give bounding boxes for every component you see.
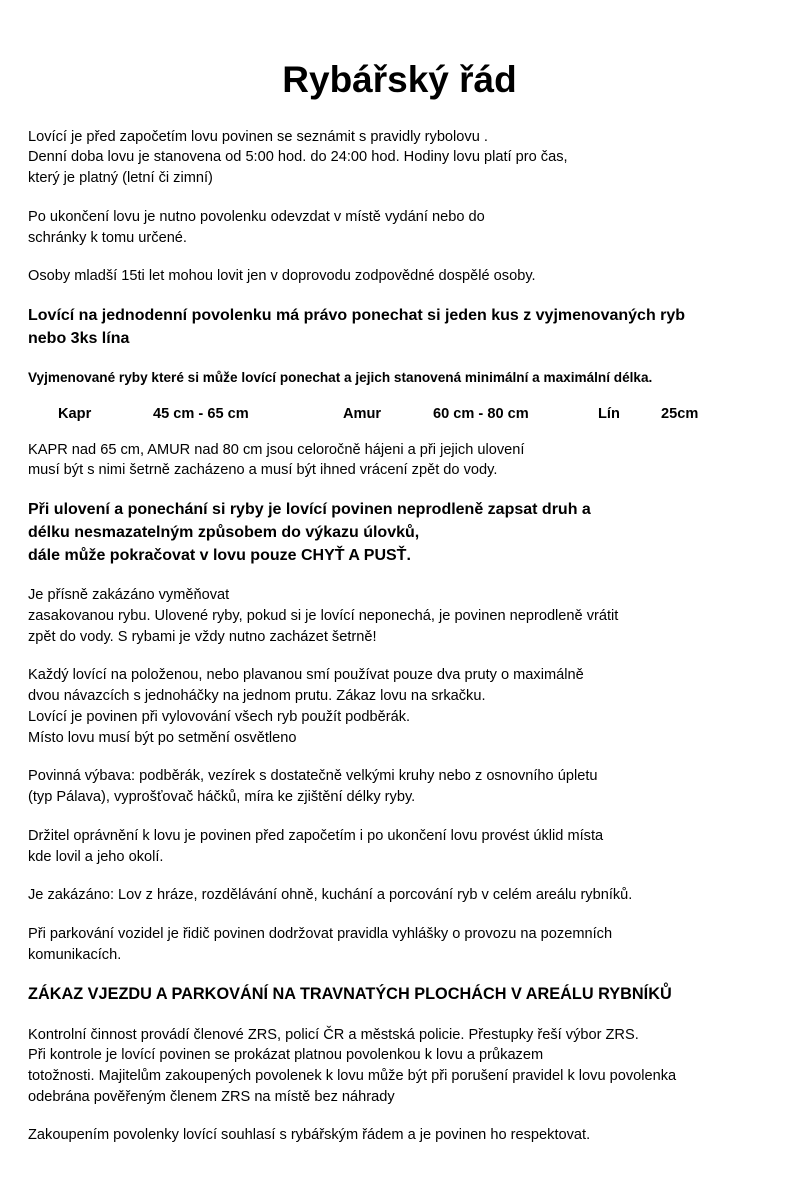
paragraph-intro (28, 127, 771, 189)
paragraph-vyjmenovane-ryby (28, 368, 771, 387)
text-line: Při ulovení a ponechání si ryby je lovící povinen neprodleně zapsat druh a (28, 501, 591, 519)
document-body-top (28, 127, 771, 388)
text-line: ZÁKAZ VJEZDU A PARKOVÁNÍ NA TRAVNATÝCH PLOCHÁCH V AREÁLU RYBNÍKŮ (28, 985, 672, 1004)
paragraph-povinna-vybava (28, 766, 771, 807)
species-name: Amur (343, 405, 382, 422)
species-table (28, 406, 771, 422)
text-line: Místo lovu musí být po setmění osvětleno (28, 729, 297, 746)
text-line: schránky k tomu určené. (28, 229, 187, 246)
text-line: zasakovanou rybu. Ulovené ryby, pokud si je lovící neponechá, je povinen neprodleně vrátit (28, 608, 619, 625)
species-size: 25cm (661, 405, 699, 422)
text-line: Kontrolní činnost provádí členové ZRS, policí ČR a městská policie. Přestupky řeší výbor ZRS. (28, 1026, 639, 1043)
text-line: kde lovil a jeho okolí. (28, 848, 164, 865)
text-line: Lovící na jednodenní povolenku má právo ponechat si jeden kus z vyjmenovaných ryb (28, 307, 686, 324)
text-line: Lovící je povinen při vylovování všech ryb použít podběrák. (28, 708, 411, 725)
text-line: Denní doba lovu je stanovena od 5:00 hod. do 24:00 hod. Hodiny lovu platí pro čas, (28, 149, 568, 166)
paragraph-parkovani (28, 924, 771, 965)
paragraph-zakaz-vjezdu (28, 983, 771, 1006)
paragraph-zapis-ulovku (28, 499, 771, 567)
paragraph-zakaz-vymenovat (28, 585, 771, 647)
paragraph-pruty (28, 665, 771, 748)
species-row (58, 406, 343, 422)
text-line: zpět do vody. S rybami je vždy nutno zacházet šetrně! (28, 628, 377, 645)
paragraph-souhlas (28, 1125, 771, 1146)
species-row (598, 406, 698, 422)
text-line: Je přísně zakázáno vyměňovat (28, 587, 230, 604)
text-line: Osoby mladší 15ti let mohou lovit jen v doprovodu zodpovědné dospělé osoby. (28, 268, 536, 285)
text-line: komunikacích. (28, 946, 122, 963)
page-title: Rybářský řád (282, 59, 517, 100)
paragraph-mladsi-15 (28, 266, 771, 287)
text-line: Držitel oprávnění k lovu je povinen před započetím i po ukončení lovu provést úklid místa (28, 827, 604, 844)
text-line: (typ Pálava), vyprošťovač háčků, míra ke zjištění délky ryby. (28, 789, 416, 806)
text-line: dále může pokračovat v lovu pouze CHYŤ A PUSŤ. (28, 546, 411, 564)
paragraph-hajeni (28, 440, 771, 481)
text-line: Každý lovící na položenou, nebo plavanou smí používat pouze dva pruty o maximálně (28, 667, 584, 684)
text-line: délku nesmazatelným způsobem do výkazu úlovků, (28, 523, 420, 541)
text-line: dvou návazcích s jednoháčky na jednom prutu. Zákaz lovu na srkačku. (28, 688, 486, 705)
document-body-bottom (28, 440, 771, 1146)
text-line: odebrána pověřeným členem ZRS na místě bez náhrady (28, 1088, 395, 1105)
species-size: 45 cm - 65 cm (153, 405, 249, 422)
paragraph-zakazano (28, 885, 771, 906)
paragraph-uklid-mista (28, 826, 771, 867)
text-line: Při parkování vozidel je řidič povinen dodržovat pravidla vyhlášky o provozu na pozemních (28, 925, 613, 942)
text-line: který je platný (letní či zimní) (28, 170, 213, 187)
species-name: Lín (598, 405, 620, 422)
text-line: Lovící je před započetím lovu povinen se seznámit s pravidly rybolovu . (28, 128, 488, 145)
species-size: 60 cm - 80 cm (433, 405, 529, 422)
species-name: Kapr (58, 405, 92, 422)
text-line: Po ukončení lovu je nutno povolenku odevzdat v místě vydání nebo do (28, 208, 485, 225)
text-line: musí být s nimi šetrně zacházeno a musí být ihned vrácení zpět do vody. (28, 462, 498, 479)
text-line: KAPR nad 65 cm, AMUR nad 80 cm jsou celoročně hájeni a při jejich ulovení (28, 441, 525, 458)
text-line: Povinná výbava: podběrák, vezírek s dostatečně velkými kruhy nebo z osnovního úpletu (28, 768, 598, 785)
text-line: Je zakázáno: Lov z hráze, rozdělávání ohně, kuchání a porcování ryb v celém areálu rybníků. (28, 887, 633, 904)
text-line: totožnosti. Majitelům zakoupených povolenek k lovu může být při porušení pravidel k lovu povolenka (28, 1067, 677, 1084)
text-line: Při kontrole je lovící povinen se prokázat platnou povolenkou k lovu a průkazem (28, 1047, 544, 1064)
species-row (343, 406, 598, 422)
paragraph-kontrolni-cinnost (28, 1025, 771, 1108)
text-line: Vyjmenované ryby které si může lovící ponechat a jejich stanovená minimální a maximální délka. (28, 370, 653, 386)
text-line: nebo 3ks lína (28, 329, 130, 347)
paragraph-jednodenni-povolenka (28, 305, 771, 350)
paragraph-povolenka-odevzdat (28, 207, 771, 248)
text-line: Zakoupením povolenky lovící souhlasí s rybářským řádem a je povinen ho respektovat. (28, 1127, 591, 1144)
